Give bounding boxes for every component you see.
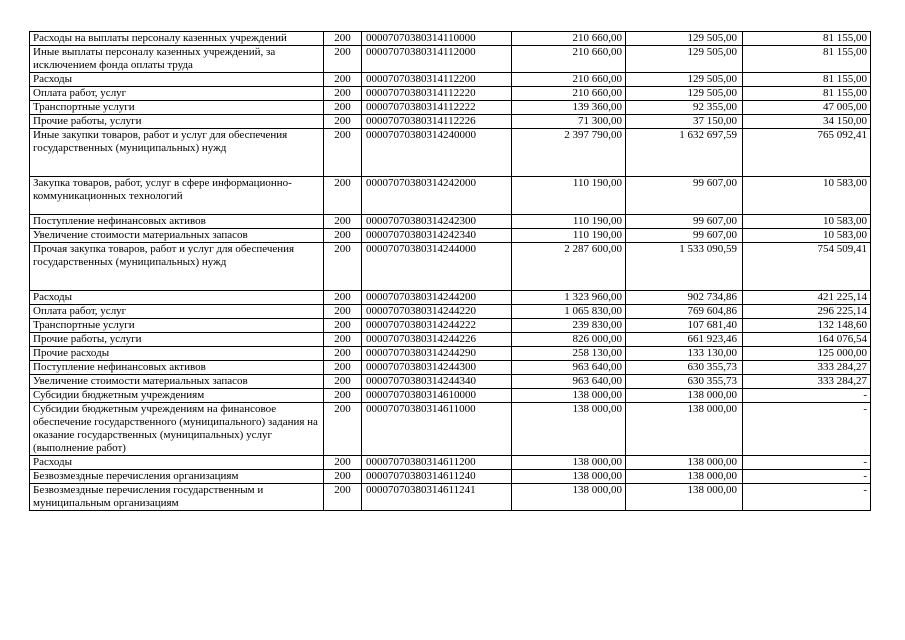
- row-executed-amount: 630 355,73: [626, 361, 743, 375]
- row-remaining-amount: 10 583,00: [743, 215, 871, 229]
- row-remaining-amount: 10 583,00: [743, 229, 871, 243]
- table-row: [30, 115, 871, 129]
- row-name: Транспортные услуги: [30, 319, 324, 333]
- row-approved-amount: 138 000,00: [512, 456, 626, 470]
- row-name: Прочие работы, услуги: [30, 333, 324, 347]
- table-row: [30, 229, 871, 243]
- row-approved-amount: 2 287 600,00: [512, 243, 626, 291]
- row-remaining-amount: -: [743, 403, 871, 456]
- row-approved-amount: 239 830,00: [512, 319, 626, 333]
- row-name: Иные закупки товаров, работ и услуг для обеспечения государственных (муниципальных) нужд: [30, 129, 324, 177]
- row-line-code: 200: [324, 470, 362, 484]
- row-approved-amount: 210 660,00: [512, 32, 626, 46]
- row-remaining-amount: 333 284,27: [743, 375, 871, 389]
- row-remaining-amount: 754 509,41: [743, 243, 871, 291]
- row-name: Прочие расходы: [30, 347, 324, 361]
- row-line-code: 200: [324, 46, 362, 73]
- table-row: [30, 291, 871, 305]
- table-row: [30, 389, 871, 403]
- row-classification-code: 00007070380314244226: [362, 333, 512, 347]
- row-classification-code: 00007070380314244300: [362, 361, 512, 375]
- row-line-code: 200: [324, 319, 362, 333]
- row-approved-amount: 138 000,00: [512, 389, 626, 403]
- row-line-code: 200: [324, 87, 362, 101]
- row-executed-amount: 138 000,00: [626, 456, 743, 470]
- budget-report-page: [29, 31, 871, 511]
- row-approved-amount: 963 640,00: [512, 361, 626, 375]
- row-executed-amount: 129 505,00: [626, 46, 743, 73]
- table-row: [30, 101, 871, 115]
- row-line-code: 200: [324, 305, 362, 319]
- row-classification-code: 00007070380314244340: [362, 375, 512, 389]
- row-executed-amount: 129 505,00: [626, 32, 743, 46]
- row-line-code: 200: [324, 73, 362, 87]
- row-remaining-amount: 81 155,00: [743, 46, 871, 73]
- table-row: [30, 456, 871, 470]
- row-remaining-amount: 10 583,00: [743, 177, 871, 215]
- row-name: Поступление нефинансовых активов: [30, 361, 324, 375]
- row-approved-amount: 1 323 960,00: [512, 291, 626, 305]
- row-classification-code: 00007070380314244222: [362, 319, 512, 333]
- row-executed-amount: 133 130,00: [626, 347, 743, 361]
- row-executed-amount: 902 734,86: [626, 291, 743, 305]
- row-classification-code: 00007070380314112226: [362, 115, 512, 129]
- row-remaining-amount: 47 005,00: [743, 101, 871, 115]
- row-approved-amount: 71 300,00: [512, 115, 626, 129]
- row-classification-code: 00007070380314112220: [362, 87, 512, 101]
- row-approved-amount: 138 000,00: [512, 403, 626, 456]
- row-classification-code: 00007070380314110000: [362, 32, 512, 46]
- row-remaining-amount: 132 148,60: [743, 319, 871, 333]
- row-approved-amount: 963 640,00: [512, 375, 626, 389]
- row-line-code: 200: [324, 32, 362, 46]
- row-line-code: 200: [324, 389, 362, 403]
- expenditure-table: [29, 31, 871, 511]
- row-name: Закупка товаров, работ, услуг в сфере информационно-коммуникационных технологий: [30, 177, 324, 215]
- row-executed-amount: 99 607,00: [626, 177, 743, 215]
- row-approved-amount: 1 065 830,00: [512, 305, 626, 319]
- row-approved-amount: 210 660,00: [512, 87, 626, 101]
- row-approved-amount: 210 660,00: [512, 46, 626, 73]
- table-row: [30, 87, 871, 101]
- row-line-code: 200: [324, 484, 362, 511]
- row-name: Транспортные услуги: [30, 101, 324, 115]
- row-executed-amount: 37 150,00: [626, 115, 743, 129]
- row-remaining-amount: -: [743, 456, 871, 470]
- table-row: [30, 333, 871, 347]
- row-name: Увеличение стоимости материальных запасов: [30, 375, 324, 389]
- row-approved-amount: 138 000,00: [512, 470, 626, 484]
- row-remaining-amount: 421 225,14: [743, 291, 871, 305]
- row-executed-amount: 138 000,00: [626, 484, 743, 511]
- row-classification-code: 00007070380314611240: [362, 470, 512, 484]
- row-classification-code: 00007070380314611241: [362, 484, 512, 511]
- table-row: [30, 347, 871, 361]
- row-executed-amount: 661 923,46: [626, 333, 743, 347]
- row-approved-amount: 138 000,00: [512, 484, 626, 511]
- row-remaining-amount: -: [743, 470, 871, 484]
- row-remaining-amount: 81 155,00: [743, 73, 871, 87]
- row-name: Безвозмездные перечисления организациям: [30, 470, 324, 484]
- row-name: Иные выплаты персоналу казенных учреждений, за исключением фонда оплаты труда: [30, 46, 324, 73]
- row-remaining-amount: 81 155,00: [743, 87, 871, 101]
- row-classification-code: 00007070380314244200: [362, 291, 512, 305]
- row-approved-amount: 826 000,00: [512, 333, 626, 347]
- row-approved-amount: 110 190,00: [512, 215, 626, 229]
- table-row: [30, 215, 871, 229]
- row-remaining-amount: 333 284,27: [743, 361, 871, 375]
- table-row: [30, 46, 871, 73]
- table-row: [30, 361, 871, 375]
- row-remaining-amount: 164 076,54: [743, 333, 871, 347]
- expenditure-table-body: [30, 32, 871, 511]
- row-approved-amount: 2 397 790,00: [512, 129, 626, 177]
- row-classification-code: 00007070380314242000: [362, 177, 512, 215]
- row-line-code: 200: [324, 291, 362, 305]
- row-name: Расходы: [30, 73, 324, 87]
- row-remaining-amount: -: [743, 484, 871, 511]
- row-executed-amount: 1 632 697,59: [626, 129, 743, 177]
- row-classification-code: 00007070380314240000: [362, 129, 512, 177]
- row-name: Оплата работ, услуг: [30, 305, 324, 319]
- row-approved-amount: 210 660,00: [512, 73, 626, 87]
- row-line-code: 200: [324, 333, 362, 347]
- row-line-code: 200: [324, 456, 362, 470]
- row-executed-amount: 138 000,00: [626, 403, 743, 456]
- row-line-code: 200: [324, 347, 362, 361]
- row-name: Оплата работ, услуг: [30, 87, 324, 101]
- table-row: [30, 177, 871, 215]
- row-executed-amount: 630 355,73: [626, 375, 743, 389]
- row-classification-code: 00007070380314244000: [362, 243, 512, 291]
- row-executed-amount: 99 607,00: [626, 215, 743, 229]
- row-name: Субсидии бюджетным учреждениям на финансовое обеспечение государственного (муниципального) задания на оказание государственных (муниципальных) услуг (выполнение работ): [30, 403, 324, 456]
- row-classification-code: 00007070380314244220: [362, 305, 512, 319]
- row-remaining-amount: -: [743, 389, 871, 403]
- row-name: Расходы: [30, 291, 324, 305]
- table-row: [30, 375, 871, 389]
- row-classification-code: 00007070380314112222: [362, 101, 512, 115]
- row-line-code: 200: [324, 403, 362, 456]
- row-line-code: 200: [324, 229, 362, 243]
- row-line-code: 200: [324, 101, 362, 115]
- row-approved-amount: 110 190,00: [512, 177, 626, 215]
- row-line-code: 200: [324, 129, 362, 177]
- row-executed-amount: 129 505,00: [626, 73, 743, 87]
- row-name: Прочая закупка товаров, работ и услуг для обеспечения государственных (муниципальных) нужд: [30, 243, 324, 291]
- table-row: [30, 403, 871, 456]
- table-row: [30, 243, 871, 291]
- row-remaining-amount: 296 225,14: [743, 305, 871, 319]
- row-remaining-amount: 34 150,00: [743, 115, 871, 129]
- row-classification-code: 00007070380314610000: [362, 389, 512, 403]
- row-remaining-amount: 81 155,00: [743, 32, 871, 46]
- row-line-code: 200: [324, 243, 362, 291]
- row-approved-amount: 258 130,00: [512, 347, 626, 361]
- row-approved-amount: 110 190,00: [512, 229, 626, 243]
- row-name: Субсидии бюджетным учреждениям: [30, 389, 324, 403]
- table-row: [30, 319, 871, 333]
- row-remaining-amount: 765 092,41: [743, 129, 871, 177]
- table-row: [30, 305, 871, 319]
- row-executed-amount: 129 505,00: [626, 87, 743, 101]
- row-line-code: 200: [324, 215, 362, 229]
- row-executed-amount: 1 533 090,59: [626, 243, 743, 291]
- table-row: [30, 32, 871, 46]
- row-name: Расходы: [30, 456, 324, 470]
- row-line-code: 200: [324, 177, 362, 215]
- row-executed-amount: 769 604,86: [626, 305, 743, 319]
- row-line-code: 200: [324, 375, 362, 389]
- row-name: Увеличение стоимости материальных запасов: [30, 229, 324, 243]
- row-classification-code: 00007070380314242300: [362, 215, 512, 229]
- row-name: Прочие работы, услуги: [30, 115, 324, 129]
- table-row: [30, 470, 871, 484]
- table-row: [30, 129, 871, 177]
- row-name: Безвозмездные перечисления государственным и муниципальным организациям: [30, 484, 324, 511]
- row-classification-code: 00007070380314244290: [362, 347, 512, 361]
- row-line-code: 200: [324, 361, 362, 375]
- table-row: [30, 73, 871, 87]
- table-row: [30, 484, 871, 511]
- row-executed-amount: 138 000,00: [626, 389, 743, 403]
- row-line-code: 200: [324, 115, 362, 129]
- row-executed-amount: 92 355,00: [626, 101, 743, 115]
- row-name: Поступление нефинансовых активов: [30, 215, 324, 229]
- row-classification-code: 00007070380314242340: [362, 229, 512, 243]
- row-executed-amount: 138 000,00: [626, 470, 743, 484]
- row-name: Расходы на выплаты персоналу казенных учреждений: [30, 32, 324, 46]
- row-executed-amount: 107 681,40: [626, 319, 743, 333]
- row-approved-amount: 139 360,00: [512, 101, 626, 115]
- row-classification-code: 00007070380314611200: [362, 456, 512, 470]
- row-classification-code: 00007070380314112000: [362, 46, 512, 73]
- row-classification-code: 00007070380314112200: [362, 73, 512, 87]
- row-remaining-amount: 125 000,00: [743, 347, 871, 361]
- row-classification-code: 00007070380314611000: [362, 403, 512, 456]
- row-executed-amount: 99 607,00: [626, 229, 743, 243]
